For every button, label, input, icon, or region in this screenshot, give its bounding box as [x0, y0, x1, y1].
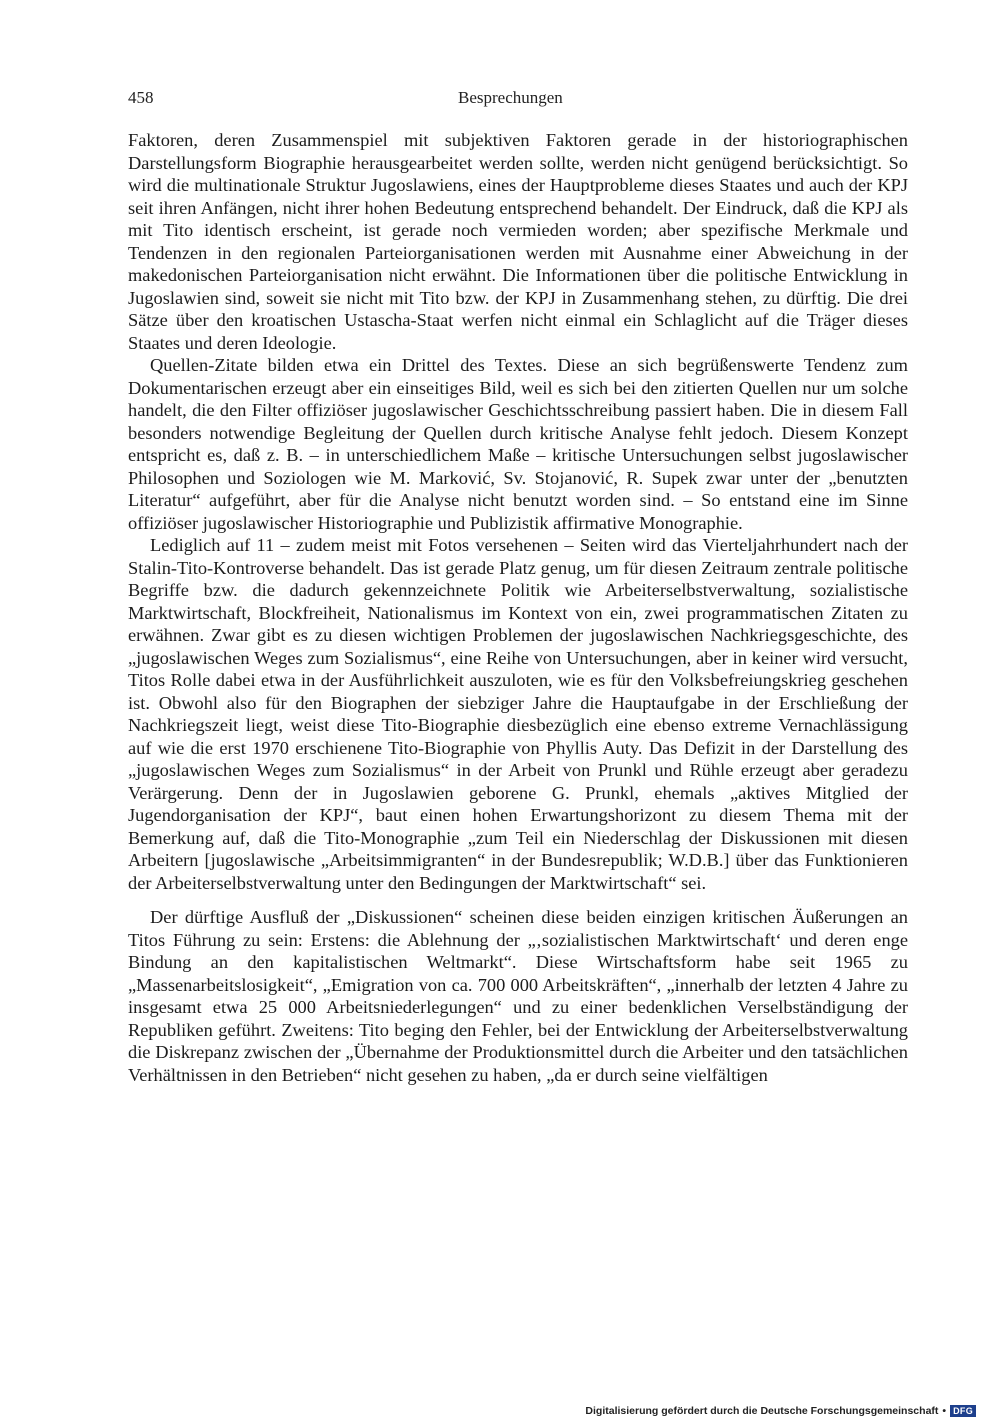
paragraph-2: Quellen-Zitate bilden etwa ein Drittel des Textes. Diese an sich begrüßenswerte Tendenz zum Dokumentarischen erzeugt aber ein einseitiges Bild, weil es sich bei den zitierten Quellen nur um solche handelt, die den Filter offiziöser jugoslawischer Geschichtsschreibung passiert haben. Die in diesem Fall besonders notwendige Begleitung der Quellen durch kritische Analyse fehlt jedoch. Diesem Konzept entspricht es, daß z. B. – in unterschiedlichem Maße – kritische Untersuchungen selbst jugoslawischer Philosophen und Soziologen wie M. Marković, Sv. Stojanović, R. Supek zwar unter der „benutzten Literatur“ aufgeführt, aber für die Analyse nicht benutzt worden sind. – So entstand eine im Sinne offiziöser jugoslawischer Historiographie und Publizistik affirmative Monographie.	[128, 355, 908, 533]
page-header	[128, 88, 908, 112]
body-text	[128, 129, 908, 1086]
page-number: 458	[128, 88, 154, 107]
running-head: Besprechungen	[458, 88, 563, 107]
credit-separator: •	[942, 1405, 947, 1417]
paragraph-3: Lediglich auf 11 – zudem meist mit Fotos versehenen – Seiten wird das Vierteljahrhundert nach der Stalin-Tito-Kontroverse behandelt. Das ist gerade Platz genug, um für diesen Zeitraum zentrale politische Begriffe bzw. die dadurch gekennzeichnete Politik wie Arbeiterselbstverwaltung, sozialistische Marktwirtschaft, Blockfreiheit, Nationalismus im Kontext von ein, zwei programmatischen Zitaten zu erwähnen. Zwar gibt es zu diesen wichtigen Problemen der jugoslawischen Nachkriegsgeschichte, des „jugoslawischen Weges zum Sozialismus“, eine Reihe von Untersuchungen, aber in keiner wird versucht, Titos Rolle dabei etwa in der Ausführlichkeit auszuloten, wie es für den Volksbefreiungskrieg geschehen ist. Obwohl also für den Biographen der siebziger Jahre die Hauptaufgabe in der Erschließung der Nachkriegszeit liegt, weist diese Tito-Biographie diesbezüglich eine ebenso extreme Vernachlässigung auf wie die erst 1970 erschienene Tito-Biographie von Phyllis Auty. Das Defizit in der Darstellung des „jugoslawischen Weges zum Sozialismus“ in der Arbeit von Prunkl und Rühle erzeugt aber geradezu Verärgerung. Denn der in Jugoslawien geborene G. Prunkl, ehemals „aktives Mitglied der Jugendorganisation der KPJ“, baut einen hohen Erwartungshorizont zu diesem Thema mit der Bemerkung auf, daß die Tito-Monographie „zum Teil ein Niederschlag der Diskussionen mit diesen Arbeitern [jugoslawische „Arbeitsimmigranten“ in der Bundesrepublik; W.D.B.] über das Funktionieren der Arbeiterselbstverwaltung unter den Bedingungen der Marktwirtschaft“ sei.	[128, 535, 908, 893]
dfg-logo-icon: DFG	[950, 1405, 976, 1417]
paragraph-1: Faktoren, deren Zusammenspiel mit subjektiven Faktoren gerade in der historiographischen Darstellungsform Biographie herausgearbeitet werden sollte, werden nicht genügend berücksichtigt. So wird die multinationale Struktur Jugoslawiens, eines der Hauptprobleme dieses Staates und auch der KPJ seit ihren Anfängen, nicht ihrer hohen Bedeutung entsprechend behandelt. Der Eindruck, daß die KPJ als mit Tito identisch erscheint, ist gerade noch vermieden worden; aber spezifische Merkmale und Tendenzen in den regionalen Parteiorganisationen werden mit Ausnahme einer Abweichung in der makedonischen Parteiorganisation nicht erwähnt. Die Informationen über die politische Entwicklung in Jugoslawien sind, soweit sie nicht mit Tito bzw. der KPJ in Zusammenhang stehen, zu dürftig. Die drei Sätze über den kroatischen Ustascha-Staat werfen nicht einmal ein Schlaglicht auf die Träger dieses Staates und deren Ideologie.	[128, 130, 908, 353]
credit-text: Digitalisierung gefördert durch die Deutsche Forschungsgemeinschaft	[585, 1405, 939, 1417]
paragraph-4: Der dürftige Ausfluß der „Diskussionen“ scheinen diese beiden einzigen kritischen Äußerungen an Titos Führung zu sein: Erstens: die Ablehnung der „‚sozialistischen Marktwirtschaft‘ und deren enge Bindung an den kapitalistischen Weltmarkt“. Diese Wirtschaftsform habe seit 1965 zu „Massenarbeitslosigkeit“, „Emigration von ca. 700 000 Arbeitskräften“, „innerhalb der letzten 4 Jahre zu insgesamt etwa 25 000 Arbeitsniederlegungen“ und zu einer bedenklichen Verselbständigung der Republiken geführt. Zweitens: Tito beging den Fehler, bei der Entwicklung der Arbeiterselbstverwaltung die Diskrepanz zwischen der „Übernahme der Produktionsmittel durch die Arbeiter und den tatsächlichen Verhältnissen in den Betrieben“ nicht gesehen zu haben, „da er durch seine vielfältigen	[128, 907, 908, 1085]
digitization-credit	[585, 1404, 976, 1418]
